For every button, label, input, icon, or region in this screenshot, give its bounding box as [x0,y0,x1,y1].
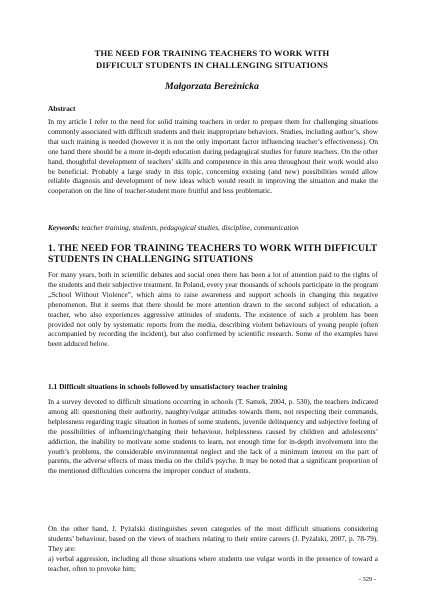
section-heading: 1. THE NEED FOR TRAINING TEACHERS TO WORK WITH DIFFICULT STUDENTS IN CHALLENGING SITUATIONS [48,243,378,265]
subsection-paragraph: In a survey devoted to difficult situations occurring in schools (T. Samek, 2004, p. 530), the teachers indicated among all: questioning their authority, naughty/vulgar attitudes towards them, not respecting their commands, helplessness regarding tragic situation in homes of some students, juvenile delinquency and subjective feeling of the possibilities of influencing/changing their behaviour, helplessness caused by children and adolescents’ addiction, the inability to motivate some students to learn, not enough time for in-depth involvement into the youth’s problems, the considerable environmental neglect and the lack of a minimum interest on the part of parents, the adverse effects of mass media on the child's psyche. It may be noted that a significant proportion of the mentioned difficulties concerns the improper conduct of students. [48,397,378,476]
section-paragraph: For many years, both in scientific debates and social ones there has been a lot of attention paid to the rights of the students and their subjective treatment. In Poland, every year thousands of schools participate in the program „School Without Violence”, which aims to raise awareness and support schools in changing this negative phenomenon. But it seems that there should be more attention drawn to the second subject of education, a teacher, who also experiences aggressive attitudes of students. The existence of such a problem has been provided not only by systematic reports from the media, describing violent behaviours of young people (often accompanied by recording the incident), but also confirmed by scientific research. Some of the examples have been adduced below. [48,270,378,349]
keywords-text: teacher training, students, pedagogical studies, discipline, communication [79,223,299,232]
abstract-text: In my article I refer to the need for solid training teachers in order to prepare them for challenging situations commonly associated with difficult students and their inappropriate behaviors. Studies, including author’s, show that such training is needed (however it is not the only important factor influencing teacher’s effectiveness). On one hand there should be a more in-depth education during pedagogical studies for future teachers. On the other hand, thoughtful development of teachers’ skills and competence in this area throughout their work would also be beneficial. Probably a large study in this topic, concerning existing (and new) possibilities would allow reliable diagnosis and development of new ideas which would result in improving the situation and make the cooperation on the line of teacher-student more fruitful and less problematic. [48,117,378,196]
subsection-heading: 1.1 Difficult situations in schools followed by unsatisfactory teacher training [48,382,288,391]
paper-title: THE NEED FOR TRAINING TEACHERS TO WORK WITH DIFFICULT STUDENTS IN CHALLENGING SITUATIONS [94,48,330,70]
paper-author: Małgorzata Bereźnicka [165,81,259,92]
paragraph: On the other hand, J. Pyżalski distinguishes seven categories of the most difficult situations considering students’ behaviour, based on the views of teachers relating to their entire careers (J. Pyżalski, 2007, p. 78-79). They are: [48,524,378,553]
keywords-label: Keywords: [48,223,80,232]
list-item-paragraph: a) verbal aggression, including all those situations where students use vulgar words in the presence of toward a teacher, often to provoke him; [48,554,378,573]
keywords-line [48,223,378,232]
page-number: - 329 - [358,576,376,583]
abstract-heading: Abstract [48,104,76,113]
